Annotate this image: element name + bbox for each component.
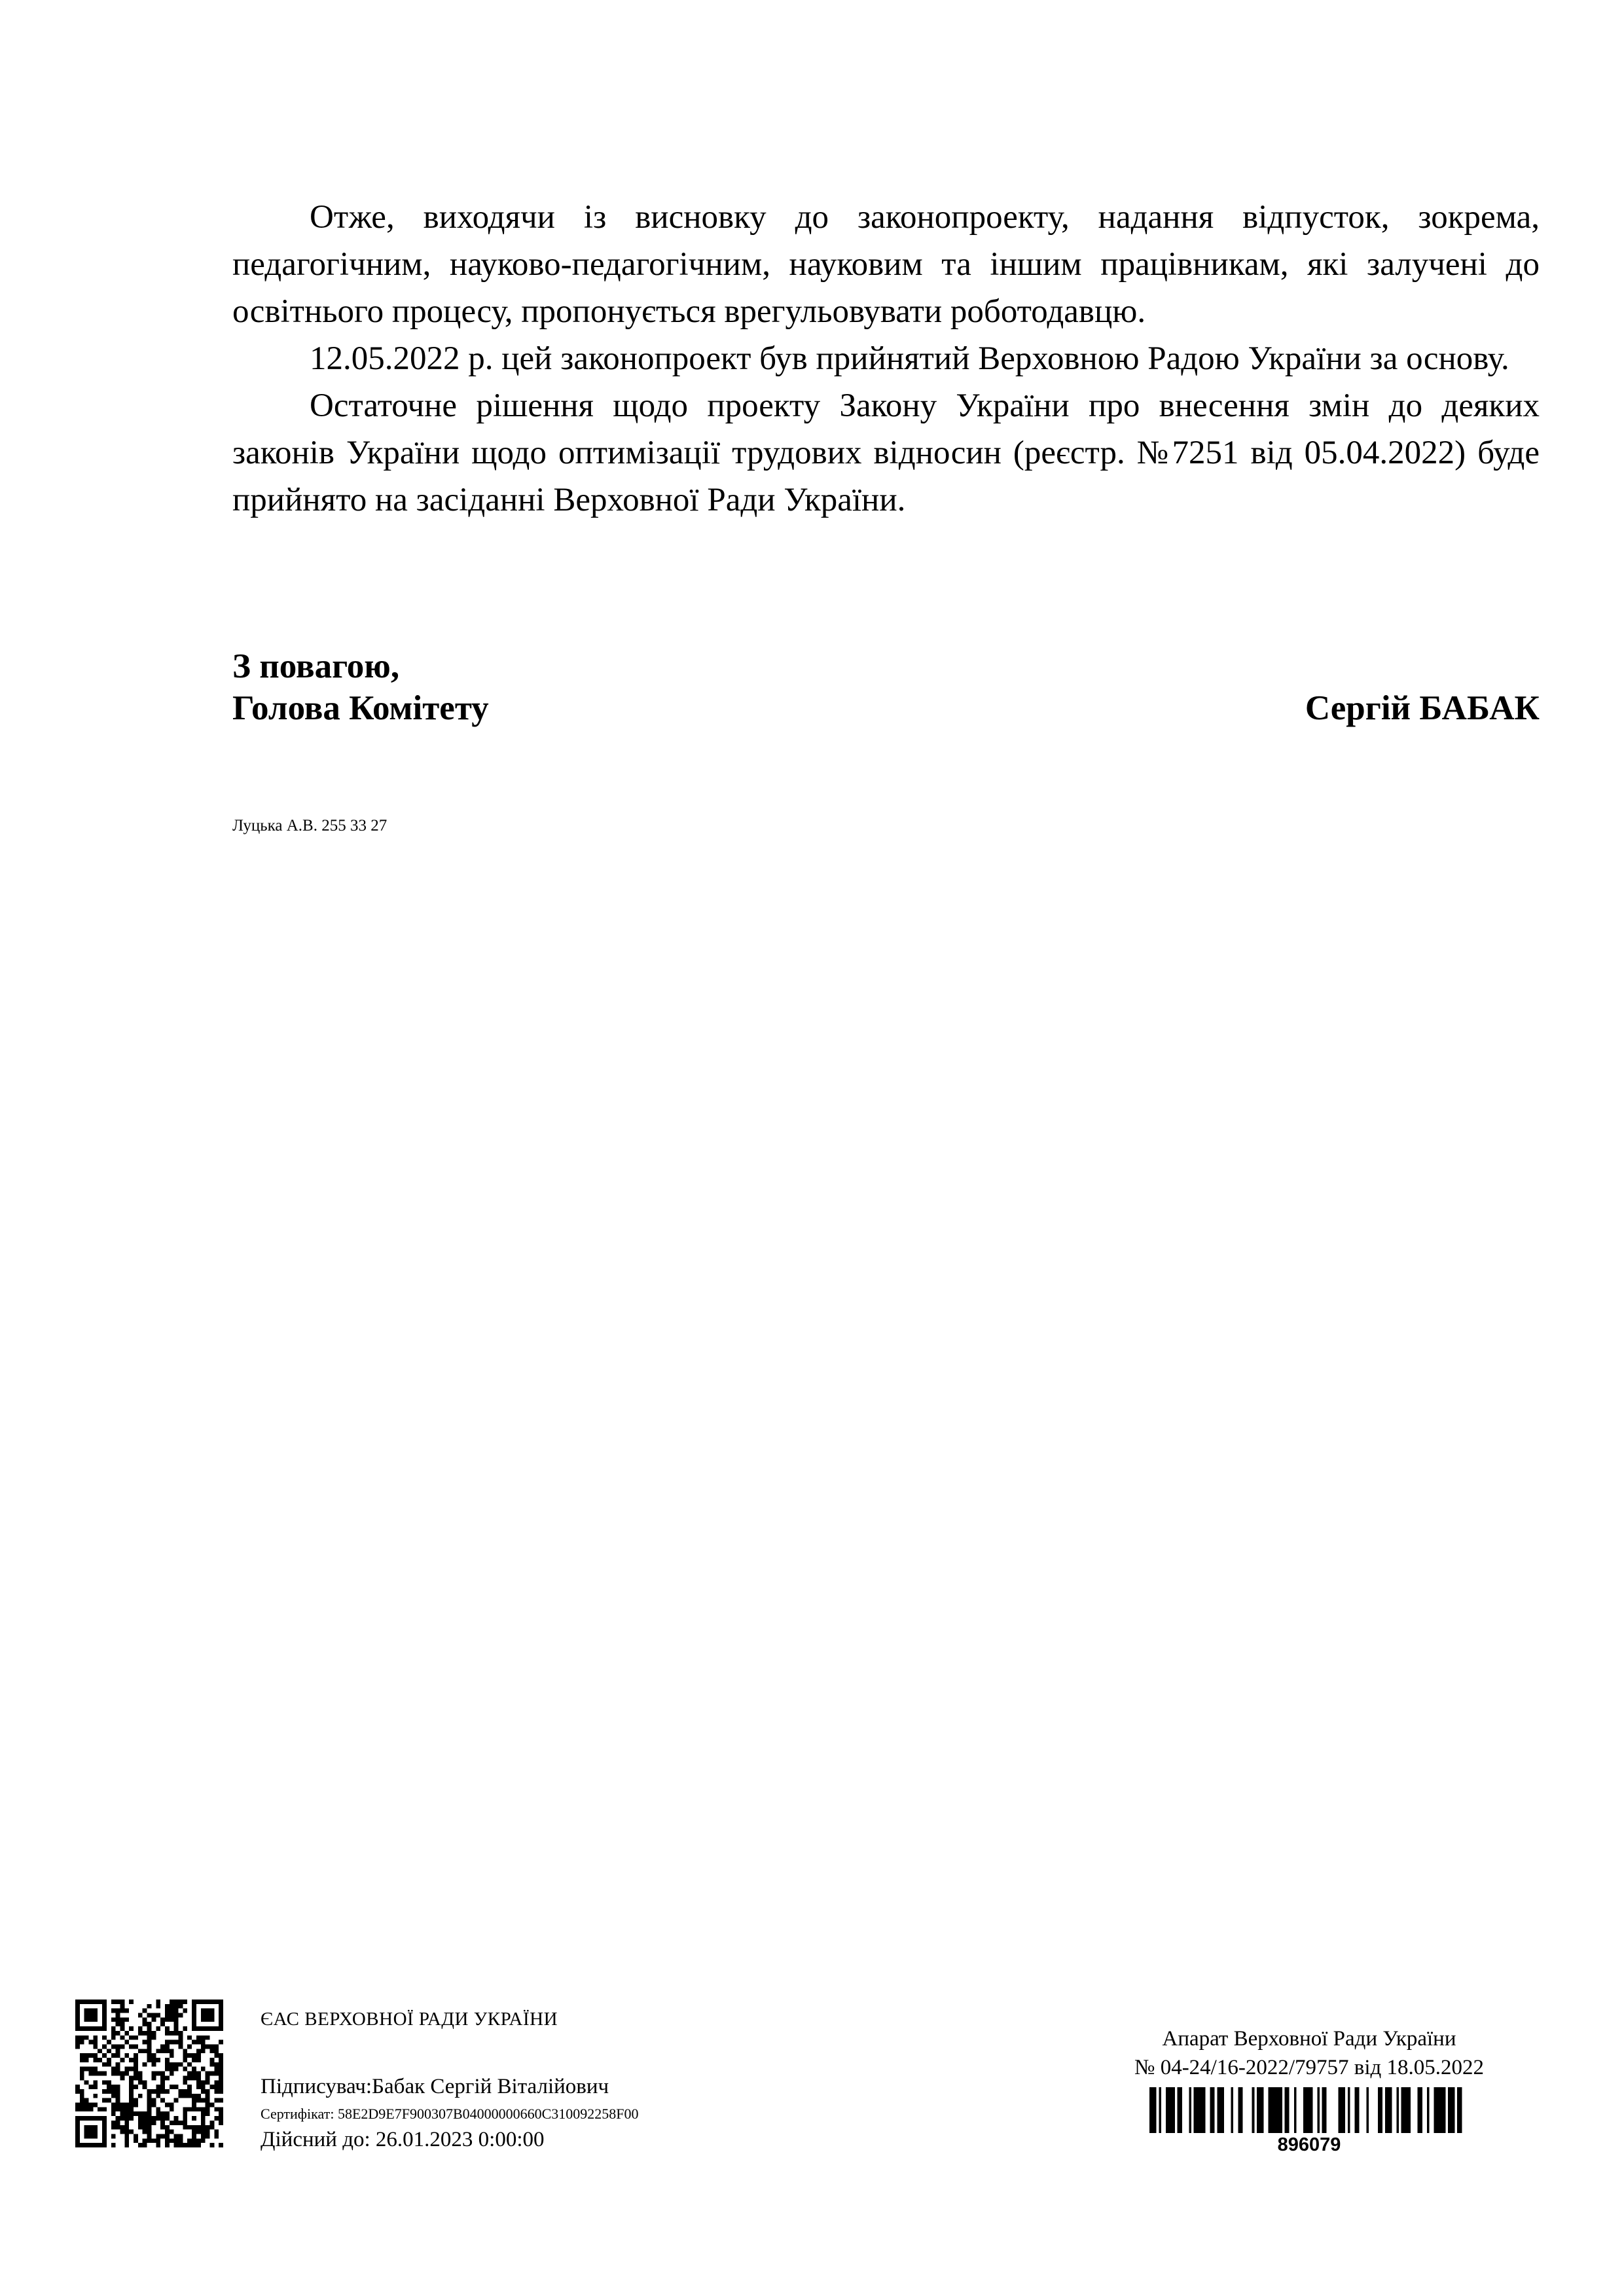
barcode-number: 896079 bbox=[1277, 2134, 1341, 2155]
registration-number: № 04-24/16-2022/79757 від 18.05.2022 bbox=[1134, 2056, 1485, 2079]
signature-stamp bbox=[261, 2009, 639, 2152]
registration-organization: Апарат Верховної Ради України bbox=[1162, 2027, 1456, 2051]
paragraph-final-decision: Остаточне рішення щодо проекту Закону України про внесення змін до деяких законів України щодо оптимізації трудових відносин (реєстр. №7251 від 05.04.2022) буде прийнято на засіданні Верховної Ради України. bbox=[232, 387, 1540, 518]
registration-stamp bbox=[1080, 2024, 1538, 2156]
barcode-icon bbox=[1146, 2087, 1473, 2133]
closing-block bbox=[232, 645, 1540, 729]
stamp-title: ЄАС ВЕРХОВНОЇ РАДИ УКРАЇНИ bbox=[261, 2009, 558, 2030]
signer-position: Голова Комітету bbox=[232, 689, 489, 727]
paragraph-adoption: 12.05.2022 р. цей законопроект був прийнятий Верховною Радою України за основу. bbox=[310, 340, 1509, 377]
stamp-signer: Підписувач:Бабак Сергій Віталійович bbox=[261, 2075, 609, 2098]
stamp-valid-until: Дійсний до: 26.01.2023 0:00:00 bbox=[261, 2128, 545, 2151]
signer-name: Сергій БАБАК bbox=[1305, 689, 1540, 727]
signature-row bbox=[232, 687, 1540, 729]
letter-body bbox=[232, 194, 1540, 524]
qr-code-icon bbox=[75, 2000, 223, 2147]
executor-contact: Луцька А.В. 255 33 27 bbox=[232, 817, 388, 834]
closing-regards: З повагою, bbox=[232, 647, 400, 685]
stamp-certificate: Сертифікат: 58E2D9E7F900307B04000000660C310092258F00 bbox=[261, 2106, 639, 2122]
paragraph-conclusion: Отже, виходячи із висновку до законопроекту, надання відпусток, зокрема, педагогічним, науково-педагогічним, науковим та іншим працівникам, які залучені до освітнього процесу, пропонується врегульовувати роботодавцю. bbox=[232, 199, 1540, 330]
